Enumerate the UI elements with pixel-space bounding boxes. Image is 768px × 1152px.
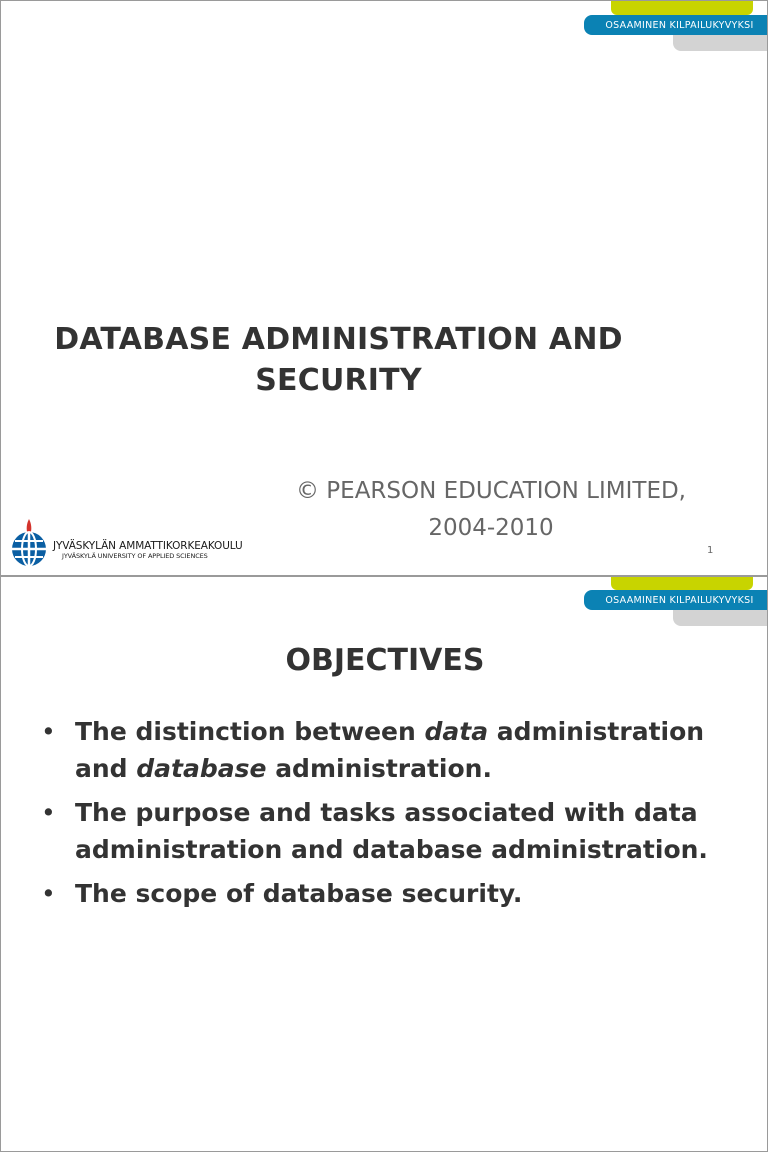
slide-title-line-2: SECURITY bbox=[255, 363, 422, 398]
bullet-marker: • bbox=[41, 717, 56, 746]
page-number: 1 bbox=[707, 545, 714, 556]
copyright-line-1: © PEARSON EDUCATION LIMITED, bbox=[295, 478, 686, 504]
copyright-notice bbox=[271, 473, 711, 547]
slide-2 bbox=[0, 576, 768, 1152]
bullet-text-part: administration and bbox=[75, 717, 705, 783]
header-banner bbox=[584, 15, 768, 35]
bullet-text: The scope of database security. bbox=[75, 879, 523, 908]
header-banner-text: OSAAMINEN KILPAILUKYVYKSI bbox=[605, 19, 754, 31]
objectives-list bbox=[41, 713, 751, 919]
bullet-emphasis: database bbox=[136, 754, 267, 783]
header-green-tab bbox=[611, 577, 753, 590]
bullet-text-part: The distinction between bbox=[75, 717, 425, 746]
header-gray-tab bbox=[673, 610, 768, 626]
bullet-text: The purpose and tasks associated with data administration and database administration. bbox=[75, 798, 708, 864]
list-item bbox=[41, 875, 751, 912]
header-banner-text: OSAAMINEN KILPAILUKYVYKSI bbox=[605, 594, 754, 606]
bullet-marker: • bbox=[41, 879, 56, 908]
institution-logo bbox=[11, 519, 251, 569]
copyright-line-2: 2004-2010 bbox=[428, 515, 554, 541]
logo-subtitle: JYVÄSKYLÄ UNIVERSITY OF APPLIED SCIENCES bbox=[62, 552, 208, 560]
bullet-marker: • bbox=[41, 798, 56, 827]
slide-title: OBJECTIVES bbox=[285, 643, 485, 678]
logo-name: JYVÄSKYLÄN AMMATTIKORKEAKOULU bbox=[53, 540, 243, 552]
header-green-tab bbox=[611, 1, 753, 15]
bullet-text-part: administration. bbox=[266, 754, 492, 783]
jamk-flame-globe-icon bbox=[11, 519, 51, 569]
header-gray-tab bbox=[673, 35, 768, 51]
header-banner bbox=[584, 590, 768, 610]
slide-title bbox=[41, 319, 636, 401]
slide-title-line-1: DATABASE ADMINISTRATION AND bbox=[54, 322, 623, 357]
list-item bbox=[41, 713, 751, 787]
bullet-emphasis: data bbox=[424, 717, 489, 746]
list-item bbox=[41, 794, 751, 868]
